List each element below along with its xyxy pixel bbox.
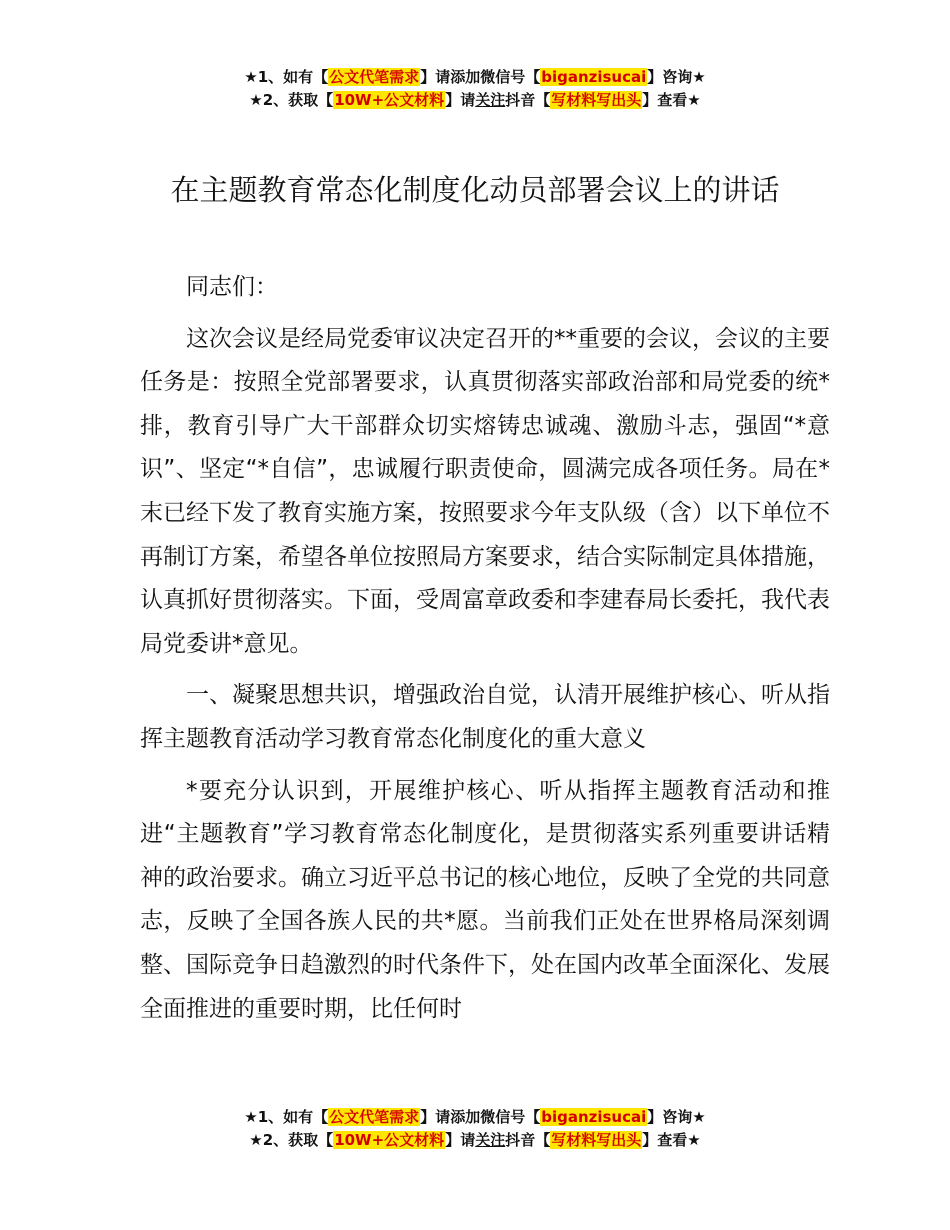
banner-text: 】请添加微信号【 (420, 1108, 541, 1126)
banner-line-1 (0, 1106, 950, 1129)
document-body (140, 266, 830, 1039)
banner-text: 】咨询★ (647, 1108, 706, 1126)
banner-highlight: 10W+公文材料 (334, 91, 445, 109)
banner-highlight: 公文代笔需求 (329, 1108, 420, 1126)
paragraph: *要充分认识到，开展维护核心、听从指挥主题教育活动和推进“主题教育”学习教育常态化制度化，是贯彻落实系列重要讲话精神的政治要求。确立习近平总书记的核心地位，反映了全党的共同意志，反映了全国各族人民的共*愿。当前我们正处在世界格局深刻调整、国际竞争日趋激烈的时代条件下，处在国内改革全面深化、发展全面推进的重要时期，比任何时 (140, 777, 830, 1022)
banner-underline: 关注 (475, 91, 506, 109)
header-banner (0, 66, 950, 112)
banner-line-2 (0, 1129, 950, 1152)
banner-underline: 关注 (475, 1131, 506, 1149)
section-heading: 一、凝聚思想共识，增强政治自觉，认清开展维护核心、听从指挥主题教育活动学习教育常态化制度化的重大意义 (140, 682, 830, 752)
banner-text: 】请 (445, 1131, 476, 1149)
banner-text: ★2、获取【 (249, 91, 334, 109)
banner-highlight: 公文代笔需求 (329, 68, 420, 86)
banner-text: 】请 (445, 91, 476, 109)
banner-line-2 (0, 89, 950, 112)
salutation: 同志们： (186, 274, 278, 300)
banner-text: 】查看★ (642, 1131, 701, 1149)
document-title: 在主题教育常态化制度化动员部署会议上的讲话 (170, 173, 780, 207)
paragraph: 这次会议是经局党委审议决定召开的**重要的会议，会议的主要任务是：按照全党部署要求，认真贯彻落实部政治部和局党委的统*排，教育引导广大干部群众切实熔铸忠诚魂、激励斗志，强固“*意识”、坚定“*自信”，忠诚履行职责使命，圆满完成各项任务。局在*末已经下发了教育实施方案，按照要求今年支队级（含）以下单位不再制订方案，希望各单位按照局方案要求，结合实际制定具体措施，认真抓好贯彻落实。下面，受周富章政委和李建春局长委托，我代表局党委讲*意见。 (140, 325, 830, 657)
footer-banner (0, 1106, 950, 1152)
banner-highlight: 写材料写出头 (551, 1131, 642, 1149)
banner-highlight: 写材料写出头 (551, 91, 642, 109)
banner-highlight: biganzisucai (541, 1108, 647, 1126)
banner-text: 】查看★ (642, 91, 701, 109)
banner-text: 抖音【 (505, 91, 551, 109)
banner-text: ★1、如有【 (244, 68, 329, 86)
banner-line-1 (0, 66, 950, 89)
banner-highlight: 10W+公文材料 (334, 1131, 445, 1149)
banner-text: 】咨询★ (647, 68, 706, 86)
banner-text: 抖音【 (505, 1131, 551, 1149)
banner-text: ★2、获取【 (249, 1131, 334, 1149)
banner-text: 】请添加微信号【 (420, 68, 541, 86)
banner-highlight: biganzisucai (541, 68, 647, 86)
banner-text: ★1、如有【 (244, 1108, 329, 1126)
